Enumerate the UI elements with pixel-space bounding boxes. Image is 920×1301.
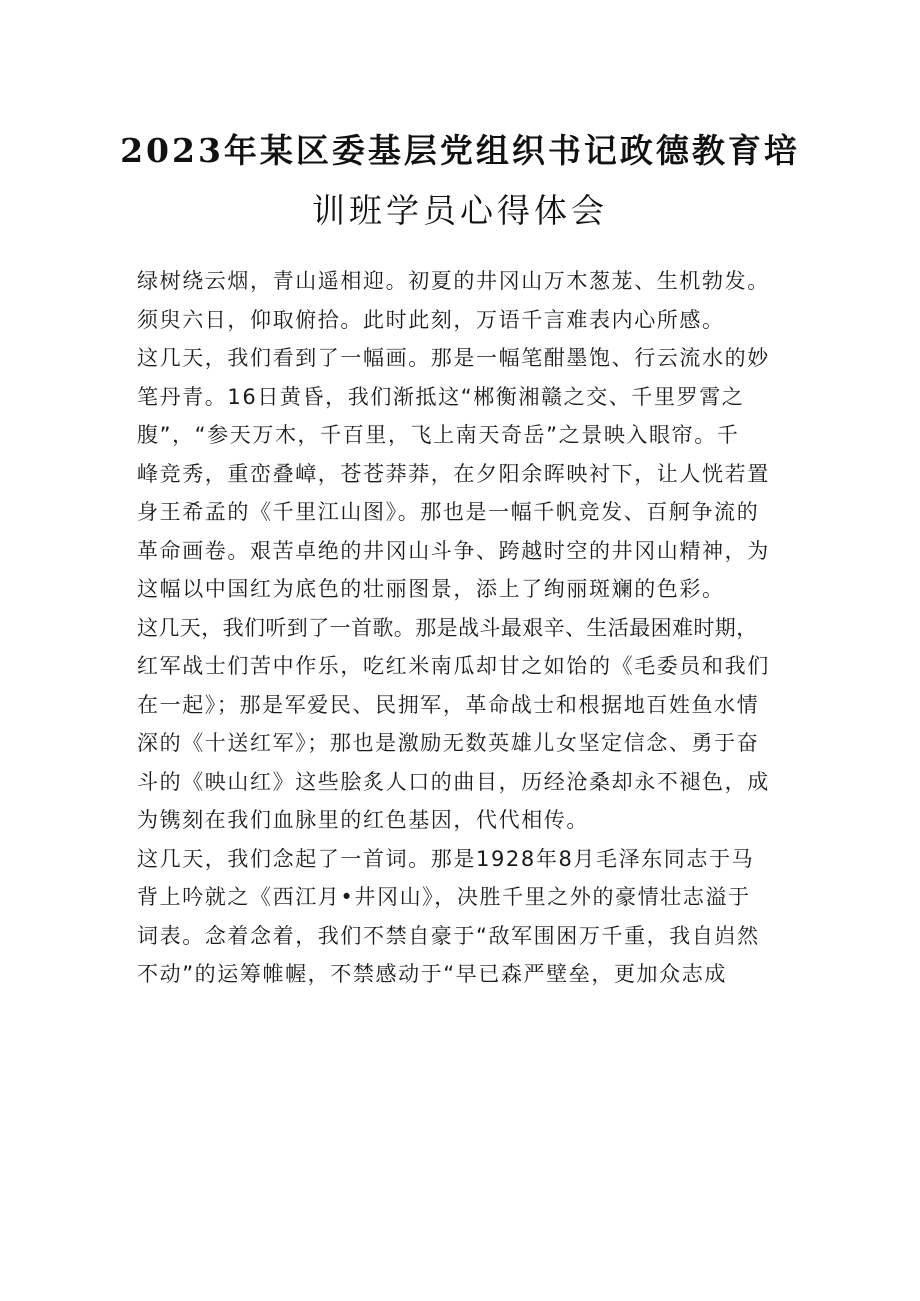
- paragraph-line: 在一起》；那是军爱民、民拥军，革命战士和根据地百姓鱼水情: [137, 692, 760, 717]
- paragraph-line: 斗的《映山红》这些脍炙人口的曲目，历经沧桑却永不褪色，成: [137, 769, 770, 794]
- paragraph-line: 革命画卷。艰苦卓绝的井冈山斗争、跨越时空的井冈山精神，为: [137, 538, 770, 563]
- paragraph-line: 这几天，我们看到了一幅画。那是一幅笔酣墨饱、行云流水的妙: [137, 346, 770, 370]
- paragraph-line: 不动”的运筹帷幄，不禁感动于“早已森严壁垒，更加众志成: [137, 962, 727, 986]
- paragraph-line: 身王希孟的《千里江山图》。那也是一幅千帆竞发、百舸争流的: [137, 500, 760, 524]
- paragraph-line: 须臾六日，仰取俯拾。此时此刻，万语千言难表内心所感。: [137, 307, 725, 332]
- document-body: [137, 262, 817, 994]
- paragraph-line: 腹”，“参天万木，千百里，飞上南天奇岳”之景映入眼帘。千: [137, 423, 740, 447]
- paragraph-line: 背上吟就之《西江月•井冈山》，决胜千里之外的豪情壮志溢于: [137, 885, 751, 909]
- paragraph-line: 笔丹青。16日黄昏，我们渐抵这“郴衡湘赣之交、千里罗霄之: [137, 384, 745, 409]
- paragraph-line: 这幅以中国红为底色的壮丽图景，添上了绚丽斑斓的色彩。: [137, 577, 725, 601]
- paragraph-line: 深的《十送红军》；那也是激励无数英雄儿女坚定信念、勇于奋: [137, 731, 760, 755]
- paragraph-line: 为镌刻在我们血脉里的红色基因，代代相传。: [137, 808, 589, 832]
- document-title-line-1: 2023年某区委基层党组织书记政德教育培: [120, 131, 800, 170]
- paragraph-line: 绿树绕云烟，青山遥相迎。初夏的井冈山万木葱茏、生机勃发。: [137, 269, 770, 293]
- paragraph-line: 峰竞秀，重峦叠嶂，苍苍莽莽，在夕阳余晖映衬下，让人恍若置: [137, 461, 770, 486]
- paragraph-line: 这几天，我们念起了一首词。那是1928年8月毛泽东同志于马: [137, 846, 755, 871]
- document-title-line-2: 训班学员心得体会: [312, 191, 608, 230]
- paragraph-line: 这几天，我们听到了一首歌。那是战斗最艰辛、生活最困难时期，: [137, 615, 758, 640]
- paragraph-line: 词表。念着念着，我们不禁自豪于“敌军围困万千重，我自岿然: [137, 923, 760, 948]
- paragraph-line: 红军战士们苦中作乐，吃红米南瓜却甘之如饴的《毛委员和我们: [137, 654, 770, 678]
